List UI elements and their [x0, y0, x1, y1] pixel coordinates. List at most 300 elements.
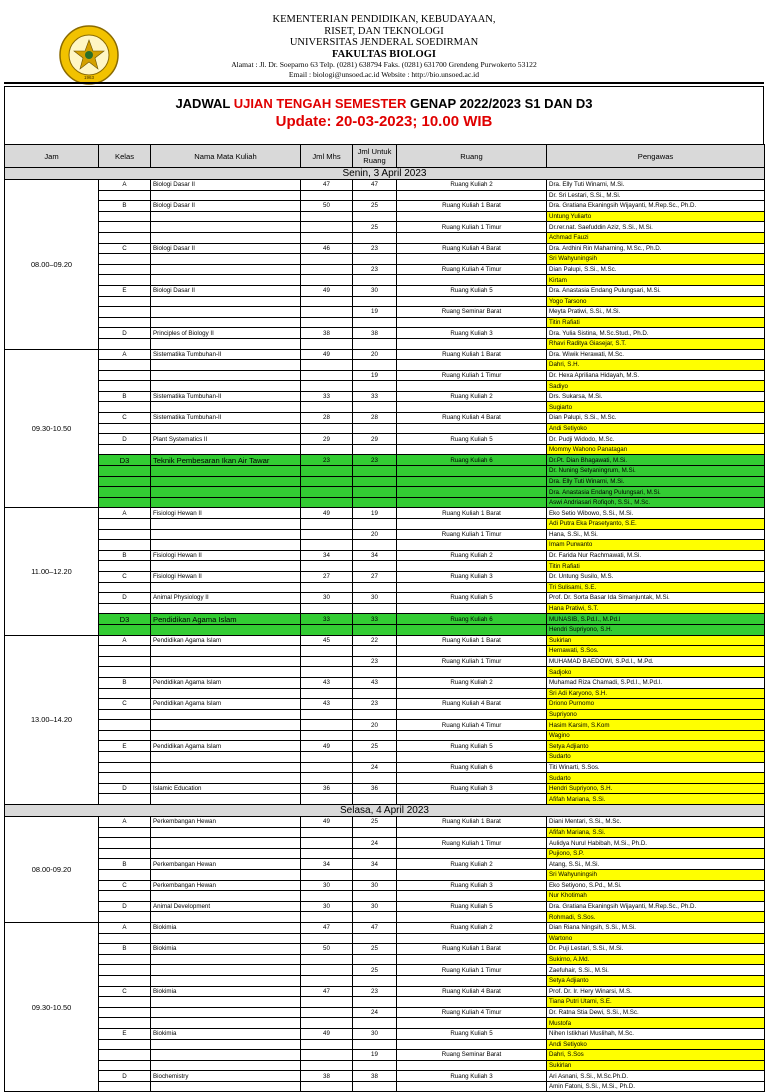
course-cell: Biokimia	[151, 1028, 301, 1039]
students-cell: 49	[301, 508, 353, 519]
room-cell	[397, 975, 547, 986]
room-capacity-cell: 34	[353, 859, 397, 870]
table-row	[5, 730, 765, 741]
class-cell	[99, 222, 151, 233]
class-cell: A	[99, 508, 151, 519]
day-label: Senin, 3 April 2023	[5, 168, 765, 180]
room-capacity-cell	[353, 794, 397, 805]
room-cell: Ruang Seminar Barat	[397, 307, 547, 318]
room-cell: Ruang Kuliah 6	[397, 614, 547, 625]
table-row	[5, 338, 765, 349]
col-header-ruang: Ruang	[397, 145, 547, 168]
class-cell	[99, 529, 151, 540]
course-cell: Pendidikan Agama Islam	[151, 635, 301, 646]
room-capacity-cell: 24	[353, 762, 397, 773]
class-cell	[99, 561, 151, 572]
room-capacity-cell	[353, 891, 397, 902]
proctor-cell: Amin Fatoni, S.Si., M.Si., Ph.D.	[547, 1081, 765, 1092]
room-cell: Ruang Kuliah 1 Barat	[397, 944, 547, 955]
room-cell	[397, 497, 547, 508]
proctor-cell: Andi Setiyoko	[547, 1039, 765, 1050]
students-cell	[301, 529, 353, 540]
day-row	[5, 805, 765, 817]
proctor-cell: Mustofa	[547, 1018, 765, 1029]
class-cell	[99, 338, 151, 349]
proctor-cell: Dr.rer.nat. Saefuddin Aziz, S.Si., M.Si.	[547, 222, 765, 233]
students-cell	[301, 254, 353, 265]
course-cell	[151, 519, 301, 530]
time-slot: 13.00–14.20	[5, 635, 99, 805]
room-capacity-cell: 23	[353, 656, 397, 667]
class-cell	[99, 762, 151, 773]
students-cell: 49	[301, 741, 353, 752]
room-cell	[397, 997, 547, 1008]
room-cell: Ruang Kuliah 1 Timur	[397, 222, 547, 233]
course-cell	[151, 794, 301, 805]
class-cell: D	[99, 328, 151, 339]
students-cell: 36	[301, 783, 353, 794]
course-cell	[151, 827, 301, 838]
col-header-mata-kuliah: Nama Mata Kuliah	[151, 145, 301, 168]
students-cell	[301, 1018, 353, 1029]
course-cell	[151, 232, 301, 243]
room-cell: Ruang Kuliah 5	[397, 741, 547, 752]
class-cell: A	[99, 817, 151, 828]
class-cell	[99, 646, 151, 657]
students-cell	[301, 838, 353, 849]
table-row	[5, 997, 765, 1008]
students-cell: 50	[301, 201, 353, 212]
course-cell	[151, 381, 301, 392]
room-capacity-cell: 25	[353, 817, 397, 828]
room-cell	[397, 211, 547, 222]
students-cell	[301, 997, 353, 1008]
proctor-cell: Kirtam	[547, 275, 765, 286]
students-cell: 50	[301, 944, 353, 955]
day-row	[5, 168, 765, 180]
class-cell	[99, 624, 151, 635]
course-cell	[151, 975, 301, 986]
students-cell	[301, 720, 353, 731]
table-row	[5, 349, 765, 360]
room-cell	[397, 582, 547, 593]
table-row	[5, 307, 765, 318]
class-cell	[99, 317, 151, 328]
room-capacity-cell: 24	[353, 838, 397, 849]
class-cell	[99, 997, 151, 1008]
table-row	[5, 593, 765, 604]
room-capacity-cell	[353, 624, 397, 635]
students-cell	[301, 466, 353, 477]
time-slot: 09.30-10.50	[5, 349, 99, 508]
table-row	[5, 656, 765, 667]
table-row	[5, 773, 765, 784]
course-cell: Animal Physiology II	[151, 593, 301, 604]
proctor-cell: Dian Riana Ningsih, S.Si., M.Si.	[547, 922, 765, 933]
class-cell	[99, 540, 151, 551]
table-row	[5, 891, 765, 902]
room-cell	[397, 254, 547, 265]
table-row	[5, 880, 765, 891]
students-cell	[301, 232, 353, 243]
table-row	[5, 912, 765, 923]
col-header-jml-mhs: Jml Mhs	[301, 145, 353, 168]
table-row	[5, 211, 765, 222]
room-cell: Ruang Kuliah 4 Barat	[397, 243, 547, 254]
table-header-row	[5, 145, 765, 168]
room-cell	[397, 730, 547, 741]
proctor-cell: Dra. Gratiana Ekaningsih Wijayanti, M.Rep.Sc., Ph.D.	[547, 201, 765, 212]
room-cell	[397, 912, 547, 923]
course-cell: Fisiologi Hewan II	[151, 508, 301, 519]
table-row	[5, 222, 765, 233]
room-capacity-cell	[353, 190, 397, 201]
proctor-cell: Nihen Istikhari Muslihah, M.Sc.	[547, 1028, 765, 1039]
table-row	[5, 827, 765, 838]
table-row	[5, 243, 765, 254]
room-cell: Ruang Kuliah 2	[397, 677, 547, 688]
course-cell: Sistematika Tumbuhan-II	[151, 349, 301, 360]
room-capacity-cell: 24	[353, 1007, 397, 1018]
room-cell: Ruang Kuliah 1 Barat	[397, 508, 547, 519]
room-cell: Ruang Kuliah 1 Barat	[397, 349, 547, 360]
table-row	[5, 434, 765, 445]
faculty-name: FAKULTAS BIOLOGI	[332, 48, 436, 60]
class-cell: C	[99, 880, 151, 891]
students-cell	[301, 624, 353, 635]
proctor-cell: Titin Rafiati	[547, 317, 765, 328]
students-cell	[301, 965, 353, 976]
room-cell	[397, 360, 547, 371]
proctor-cell: Dahri, S.Sos	[547, 1050, 765, 1061]
students-cell	[301, 561, 353, 572]
room-capacity-cell: 38	[353, 328, 397, 339]
proctor-cell: Dra. Gratiana Ekaningsih Wijayanti, M.Rep.Sc., Ph.D.	[547, 901, 765, 912]
course-cell: Sistematika Tumbuhan-II	[151, 413, 301, 424]
room-cell: Ruang Kuliah 3	[397, 571, 547, 582]
course-cell	[151, 838, 301, 849]
course-cell: Pendidikan Agama Islam	[151, 699, 301, 710]
students-cell: 49	[301, 285, 353, 296]
room-cell: Ruang Kuliah 4 Barat	[397, 413, 547, 424]
room-capacity-cell	[353, 296, 397, 307]
course-cell	[151, 264, 301, 275]
class-cell	[99, 912, 151, 923]
students-cell: 38	[301, 328, 353, 339]
room-capacity-cell: 25	[353, 965, 397, 976]
students-cell	[301, 954, 353, 965]
course-cell	[151, 954, 301, 965]
room-capacity-cell	[353, 603, 397, 614]
room-cell	[397, 232, 547, 243]
table-row	[5, 933, 765, 944]
room-capacity-cell: 25	[353, 944, 397, 955]
institution-block	[0, 14, 768, 79]
room-cell: Ruang Kuliah 3	[397, 880, 547, 891]
course-cell	[151, 1007, 301, 1018]
students-cell	[301, 794, 353, 805]
class-cell	[99, 487, 151, 498]
class-cell	[99, 709, 151, 720]
students-cell	[301, 933, 353, 944]
course-cell: Biokimia	[151, 922, 301, 933]
class-cell	[99, 423, 151, 434]
class-cell: D	[99, 901, 151, 912]
room-capacity-cell: 23	[353, 264, 397, 275]
students-cell	[301, 827, 353, 838]
room-cell	[397, 476, 547, 487]
students-cell	[301, 476, 353, 487]
room-capacity-cell: 28	[353, 413, 397, 424]
class-cell: D3	[99, 614, 151, 625]
class-cell: D3	[99, 455, 151, 466]
course-cell	[151, 254, 301, 265]
table-row	[5, 444, 765, 455]
class-cell	[99, 444, 151, 455]
room-cell	[397, 423, 547, 434]
table-row	[5, 476, 765, 487]
proctor-cell: Tri Sulisami, S.E.	[547, 582, 765, 593]
proctor-cell: Hernawati, S.Sos.	[547, 646, 765, 657]
students-cell	[301, 1039, 353, 1050]
contact-line: Email : biologi@unsoed.ac.id Website : http://bio.unsoed.ac.id	[288, 69, 480, 79]
table-row	[5, 190, 765, 201]
room-cell: Ruang Kuliah 6	[397, 762, 547, 773]
room-capacity-cell	[353, 870, 397, 881]
table-row	[5, 487, 765, 498]
room-cell	[397, 1081, 547, 1092]
course-cell	[151, 444, 301, 455]
students-cell: 43	[301, 677, 353, 688]
class-cell: D	[99, 593, 151, 604]
table-row	[5, 1060, 765, 1071]
class-cell	[99, 1060, 151, 1071]
room-capacity-cell: 30	[353, 901, 397, 912]
proctor-cell: Andi Setiyoko	[547, 423, 765, 434]
course-cell: Biokimia	[151, 944, 301, 955]
room-cell	[397, 317, 547, 328]
room-cell: Ruang Kuliah 2	[397, 180, 547, 191]
room-capacity-cell: 19	[353, 307, 397, 318]
room-cell	[397, 752, 547, 763]
proctor-cell: Adi Putra Eka Prasetyanto, S.E.	[547, 519, 765, 530]
students-cell	[301, 296, 353, 307]
course-cell	[151, 773, 301, 784]
room-cell: Ruang Kuliah 2	[397, 859, 547, 870]
room-cell: Ruang Seminar Barat	[397, 1050, 547, 1061]
proctor-cell: Muhamad Riza Chamadi, S.Pd.I., M.Pd.I.	[547, 677, 765, 688]
course-cell: Perkembangan Hewan	[151, 880, 301, 891]
course-cell: Pendidikan Agama Islam	[151, 614, 301, 625]
course-cell	[151, 848, 301, 859]
address-line: Alamat : Jl. Dr. Soeparno 63 Telp. (0281) 638794 Faks. (0281) 631700 Grendeng Purwokerto 53122	[231, 60, 537, 69]
table-row	[5, 201, 765, 212]
table-row	[5, 848, 765, 859]
class-cell	[99, 264, 151, 275]
room-cell	[397, 827, 547, 838]
room-cell: Ruang Kuliah 5	[397, 434, 547, 445]
table-row	[5, 954, 765, 965]
table-row	[5, 975, 765, 986]
proctor-cell: Dr. Sri Lestari, S.Si., M.Si.	[547, 190, 765, 201]
room-capacity-cell	[353, 540, 397, 551]
class-cell	[99, 827, 151, 838]
time-slot: 08.00-09.20	[5, 817, 99, 923]
room-capacity-cell: 30	[353, 1028, 397, 1039]
room-capacity-cell	[353, 254, 397, 265]
room-cell: Ruang Kuliah 4 Barat	[397, 986, 547, 997]
table-row	[5, 709, 765, 720]
room-capacity-cell	[353, 487, 397, 498]
course-cell: Fisiologi Hewan II	[151, 571, 301, 582]
class-cell: B	[99, 859, 151, 870]
table-row	[5, 1028, 765, 1039]
class-cell: A	[99, 635, 151, 646]
class-cell: B	[99, 201, 151, 212]
students-cell	[301, 423, 353, 434]
students-cell	[301, 752, 353, 763]
table-row	[5, 529, 765, 540]
room-cell: Ruang Kuliah 2	[397, 391, 547, 402]
table-row	[5, 466, 765, 477]
students-cell	[301, 487, 353, 498]
class-cell: B	[99, 550, 151, 561]
course-cell: Perkembangan Hewan	[151, 859, 301, 870]
course-cell: Biologi Dasar II	[151, 285, 301, 296]
table-row	[5, 519, 765, 530]
room-cell	[397, 275, 547, 286]
room-cell: Ruang Kuliah 4 Timur	[397, 264, 547, 275]
room-capacity-cell: 25	[353, 741, 397, 752]
room-capacity-cell	[353, 667, 397, 678]
class-cell	[99, 402, 151, 413]
proctor-cell: Hasim Karsim, S.Kom	[547, 720, 765, 731]
table-row	[5, 571, 765, 582]
course-cell	[151, 211, 301, 222]
students-cell: 33	[301, 391, 353, 402]
students-cell: 47	[301, 922, 353, 933]
proctor-cell: Dra. Elly Tuti Winarni, M.Si.	[547, 476, 765, 487]
proctor-cell: Titin Rafiati	[547, 561, 765, 572]
room-cell	[397, 540, 547, 551]
room-cell	[397, 954, 547, 965]
table-row	[5, 413, 765, 424]
room-cell: Ruang Kuliah 3	[397, 1071, 547, 1082]
class-cell	[99, 891, 151, 902]
logo-year: 1963	[83, 75, 95, 80]
proctor-cell: Tiana Putri Utami, S.E.	[547, 997, 765, 1008]
students-cell: 49	[301, 349, 353, 360]
students-cell: 45	[301, 635, 353, 646]
room-cell: Ruang Kuliah 1 Timur	[397, 838, 547, 849]
room-capacity-cell: 20	[353, 529, 397, 540]
university-name: UNIVERSITAS JENDERAL SOEDIRMAN	[289, 37, 479, 48]
course-cell	[151, 487, 301, 498]
room-capacity-cell: 25	[353, 222, 397, 233]
students-cell	[301, 688, 353, 699]
room-capacity-cell: 47	[353, 180, 397, 191]
class-cell	[99, 965, 151, 976]
room-cell: Ruang Kuliah 5	[397, 901, 547, 912]
proctor-cell: Eko Setio Wibowo, S.Si., M.Si.	[547, 508, 765, 519]
course-cell: Biologi Dasar II	[151, 180, 301, 191]
class-cell	[99, 838, 151, 849]
proctor-cell: Afifah Mariana, S.Si.	[547, 827, 765, 838]
course-cell	[151, 360, 301, 371]
class-cell: A	[99, 922, 151, 933]
room-cell	[397, 794, 547, 805]
course-cell	[151, 190, 301, 201]
room-cell	[397, 773, 547, 784]
room-capacity-cell	[353, 582, 397, 593]
proctor-cell: MUHAMAD BAEDOWI, S.Pd.I., M.Pd.	[547, 656, 765, 667]
class-cell	[99, 975, 151, 986]
class-cell	[99, 954, 151, 965]
room-cell	[397, 1039, 547, 1050]
proctor-cell: Hana, S.Si., M.Si.	[547, 529, 765, 540]
students-cell: 27	[301, 571, 353, 582]
table-row	[5, 1007, 765, 1018]
room-cell	[397, 466, 547, 477]
room-capacity-cell	[353, 402, 397, 413]
class-cell	[99, 667, 151, 678]
students-cell	[301, 762, 353, 773]
class-cell	[99, 603, 151, 614]
proctor-cell: Drs. Sukarsa, M.Si.	[547, 391, 765, 402]
room-cell: Ruang Kuliah 3	[397, 328, 547, 339]
proctor-cell: Sudarto	[547, 752, 765, 763]
students-cell: 47	[301, 180, 353, 191]
proctor-cell: Rhavi Raditya Giasejar, S.T.	[547, 338, 765, 349]
proctor-cell: Dr. Nuning Setyaningrum, M.Si.	[547, 466, 765, 477]
course-cell	[151, 466, 301, 477]
ministry-line-1: KEMENTERIAN PENDIDIKAN, KEBUDAYAAN,	[272, 14, 496, 25]
course-cell	[151, 307, 301, 318]
course-cell	[151, 296, 301, 307]
proctor-cell: Dra. Elly Tuti Winarni, M.Si.	[547, 180, 765, 191]
course-cell	[151, 762, 301, 773]
proctor-cell: Diani Mentari, S.Si., M.Sc.	[547, 817, 765, 828]
table-row	[5, 254, 765, 265]
students-cell: 33	[301, 614, 353, 625]
class-cell	[99, 1050, 151, 1061]
room-capacity-cell	[353, 466, 397, 477]
room-capacity-cell	[353, 519, 397, 530]
students-cell	[301, 1081, 353, 1092]
students-cell	[301, 975, 353, 986]
course-cell	[151, 1018, 301, 1029]
table-row	[5, 635, 765, 646]
room-capacity-cell: 19	[353, 508, 397, 519]
proctor-cell: Prof. Dr. Sorta Basar Ida Simanjuntak, M.Si.	[547, 593, 765, 604]
room-cell	[397, 891, 547, 902]
proctor-cell: Dr. Hexa Apriliana Hidayah, M.S.	[547, 370, 765, 381]
class-cell	[99, 720, 151, 731]
room-cell	[397, 603, 547, 614]
room-capacity-cell	[353, 975, 397, 986]
room-capacity-cell: 33	[353, 614, 397, 625]
class-cell	[99, 752, 151, 763]
proctor-cell: Sadiyo	[547, 381, 765, 392]
room-cell: Ruang Kuliah 1 Timur	[397, 529, 547, 540]
room-capacity-cell	[353, 997, 397, 1008]
students-cell	[301, 317, 353, 328]
students-cell	[301, 912, 353, 923]
students-cell: 29	[301, 434, 353, 445]
time-slot: 09.30-10.50	[5, 922, 99, 1092]
room-capacity-cell: 20	[353, 349, 397, 360]
room-capacity-cell: 19	[353, 370, 397, 381]
